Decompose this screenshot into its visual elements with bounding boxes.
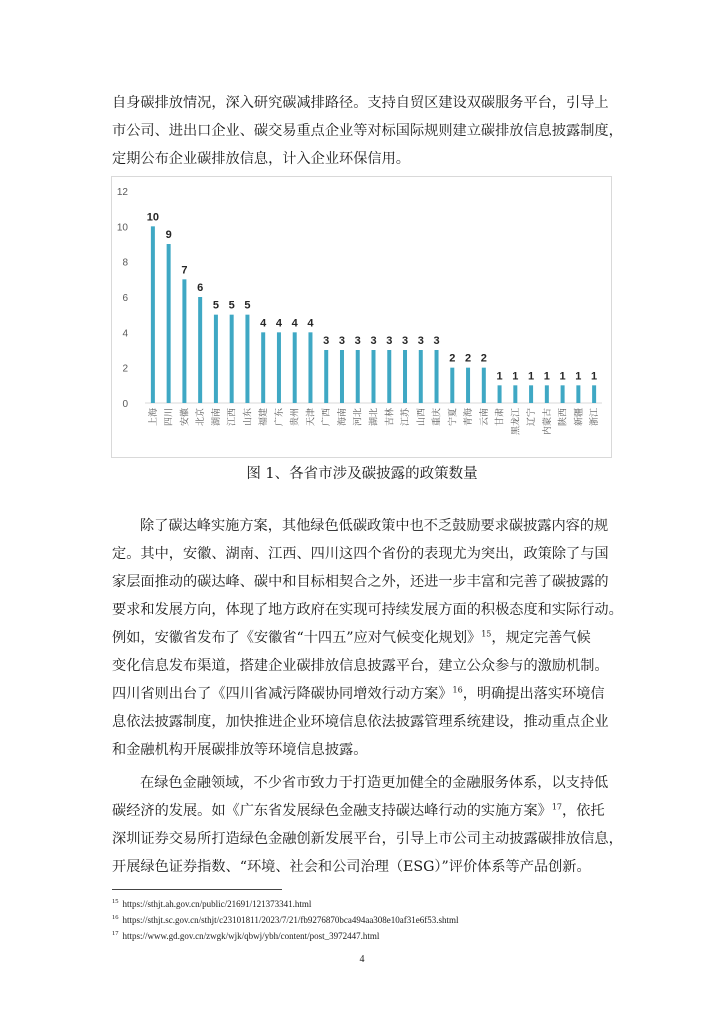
policy-count-chart xyxy=(111,176,612,458)
category-label: 新疆 xyxy=(574,408,585,427)
text-segment: 碳经济的发展。如《广东省发展绿色金融支持碳达峰行动的实施方案》 xyxy=(112,803,552,819)
category-label: 天津 xyxy=(306,408,317,427)
bar xyxy=(277,332,281,403)
data-label: 1 xyxy=(575,370,582,383)
bar xyxy=(592,385,596,403)
footnote-ref[interactable]: 16 xyxy=(452,685,463,695)
data-label: 1 xyxy=(528,370,535,383)
data-label: 6 xyxy=(197,282,204,294)
bar xyxy=(513,385,517,403)
category-label: 河北 xyxy=(353,408,364,427)
bar xyxy=(308,332,312,403)
text-segment: ，依托 xyxy=(562,803,605,819)
y-tick-label: 8 xyxy=(122,257,128,269)
footnote-ref[interactable]: 17 xyxy=(551,802,563,812)
category-label: 宁夏 xyxy=(448,408,459,427)
footnote-item xyxy=(112,895,459,911)
data-label: 10 xyxy=(146,211,160,224)
category-label: 海南 xyxy=(337,408,348,427)
text-line: 深圳证券交易所打造绿色金融创新发展平台，引导上市公司主动披露碳排放信息， xyxy=(112,831,623,847)
footnote-link[interactable]: https://sthjt.ah.gov.cn/public/21691/121373341.html xyxy=(122,899,312,909)
bar xyxy=(450,368,454,403)
footnote-divider xyxy=(112,889,282,890)
category-label: 辽宁 xyxy=(527,408,538,427)
category-label: 湖北 xyxy=(369,408,380,427)
data-label: 3 xyxy=(370,335,377,347)
data-label: 5 xyxy=(212,299,219,312)
y-tick-label: 6 xyxy=(122,293,128,304)
figure-caption: 图 1、各省市涉及碳披露的政策数量 xyxy=(246,466,478,482)
text-line: 在绿色金融领域，不少省市致力于打造更加健全的金融服务体系，以支持低 xyxy=(140,775,609,791)
y-tick-label: 12 xyxy=(116,187,128,198)
bar xyxy=(466,368,470,403)
bar-chart-svg xyxy=(112,177,611,457)
data-label: 7 xyxy=(181,264,188,277)
text-line: 息依法披露制度，加快推进企业环境信息依法披露管理系统建设，推动重点企业 xyxy=(112,714,609,730)
footnote-item xyxy=(112,911,459,927)
bar xyxy=(576,385,580,403)
text-segment: ，明确提出落实环境信 xyxy=(462,686,605,702)
data-label: 3 xyxy=(401,335,409,347)
category-label: 福建 xyxy=(259,408,270,427)
category-label: 江苏 xyxy=(401,408,412,427)
data-label: 1 xyxy=(543,370,550,383)
category-label: 内蒙古 xyxy=(542,408,553,436)
paragraph-green-finance xyxy=(112,769,623,881)
footnote-number: 15 xyxy=(112,898,119,905)
text-line: 要求和发展方向，体现了地方政府在实现可持续发展方面的积极态度和实际行动。 xyxy=(112,602,623,618)
category-label: 重庆 xyxy=(432,408,443,427)
data-label: 2 xyxy=(464,352,472,365)
category-label: 广东 xyxy=(274,408,285,427)
category-label: 云南 xyxy=(479,408,490,427)
data-label: 2 xyxy=(449,352,456,365)
footnote-link[interactable]: https://sthjt.sc.gov.cn/sthjt/c23101811/2023/7/21/fb9276870bca494aa308e10af31e6f53.shtml xyxy=(122,915,459,925)
bar xyxy=(293,332,297,403)
footnote-ref[interactable]: 15 xyxy=(481,629,492,639)
category-label: 陕西 xyxy=(558,408,569,427)
bar xyxy=(372,350,376,403)
data-label: 1 xyxy=(559,370,566,383)
category-label: 贵州 xyxy=(290,408,301,427)
text-line: 变化信息发布渠道，搭建企业碳排放信息披露平台，建立公众参与的激励机制。 xyxy=(112,658,609,674)
page-number: 4 xyxy=(359,954,365,965)
bar xyxy=(182,279,186,403)
category-label: 青海 xyxy=(464,408,475,427)
bar xyxy=(214,315,218,403)
text-line: 市公司、进出口企业、碳交易重点企业等对标国际规则建立碳排放信息披露制度， xyxy=(112,123,623,139)
footnote-link[interactable]: https://www.gd.gov.cn/zwgk/wjk/qbwj/ybh/content/post_3972447.html xyxy=(122,931,380,941)
text-segment: ，规定完善气候 xyxy=(491,630,591,646)
data-label: 9 xyxy=(165,229,172,241)
data-label: 1 xyxy=(496,370,503,383)
footnote-number: 16 xyxy=(112,914,119,921)
data-label: 2 xyxy=(480,352,487,365)
text-line: 家层面推动的碳达峰、碳中和目标相契合之外，还进一步丰富和完善了碳披露的 xyxy=(112,574,609,590)
text-line: 和金融机构开展碳排放等环境信息披露。 xyxy=(112,742,368,758)
text-line: 除了碳达峰实施方案，其他绿色低碳政策中也不乏鼓励要求碳披露内容的规 xyxy=(140,518,609,534)
footnotes xyxy=(112,895,459,943)
text-line xyxy=(112,680,614,708)
bar xyxy=(245,315,249,403)
bar xyxy=(261,332,265,403)
data-label: 1 xyxy=(591,370,598,383)
category-label: 安徽 xyxy=(180,408,191,427)
data-label: 3 xyxy=(354,335,361,347)
data-label: 3 xyxy=(386,335,393,347)
category-label: 山西 xyxy=(416,408,427,427)
category-label: 吉林 xyxy=(385,408,396,427)
data-label: 3 xyxy=(433,335,440,347)
text-segment: 四川省则出台了《四川省减污降碳协同增效行动方案》 xyxy=(112,686,453,702)
text-line xyxy=(112,624,614,652)
bar xyxy=(387,350,391,403)
bar xyxy=(403,350,407,403)
y-tick-label: 0 xyxy=(122,399,128,410)
text-line xyxy=(112,797,614,825)
bar xyxy=(198,297,202,403)
data-label: 3 xyxy=(338,335,346,347)
category-label: 甘肃 xyxy=(495,408,506,427)
text-line: 定。其中，安徽、湖南、江西、四川这四个省份的表现尤为突出，政策除了与国 xyxy=(112,546,609,562)
data-label: 4 xyxy=(291,317,298,330)
paragraph-provincial-policies xyxy=(112,512,623,764)
data-label: 4 xyxy=(275,317,283,330)
data-label: 5 xyxy=(244,299,251,312)
data-label: 4 xyxy=(260,317,267,330)
data-label: 1 xyxy=(512,370,519,383)
text-segment: 例如，安徽省发布了《安徽省“十四五”应对气候变化规划》 xyxy=(112,630,482,646)
category-label: 山东 xyxy=(243,408,254,427)
data-label: 5 xyxy=(228,299,235,312)
category-label: 湖南 xyxy=(211,408,222,427)
category-label: 上海 xyxy=(148,408,159,427)
bar xyxy=(545,385,549,403)
y-tick-label: 10 xyxy=(116,222,128,234)
text-line: 开展绿色证券指数、“环境、社会和公司治理（ESG）”评价体系等产品创新。 xyxy=(112,859,591,875)
bar xyxy=(356,350,360,403)
bar xyxy=(561,385,565,403)
category-label: 四川 xyxy=(164,408,175,427)
y-tick-label: 2 xyxy=(122,363,128,375)
bar xyxy=(498,385,502,403)
data-label: 4 xyxy=(307,317,314,330)
category-label: 黑龙江 xyxy=(511,408,522,436)
bar xyxy=(529,385,533,403)
bar xyxy=(151,226,155,403)
bar xyxy=(482,368,486,403)
bar xyxy=(324,350,328,403)
bar xyxy=(435,350,439,403)
y-tick-label: 4 xyxy=(122,328,128,340)
data-label: 3 xyxy=(323,335,330,347)
bar xyxy=(419,350,423,403)
text-line: 定期公布企业碳排放信息，计入企业环保信用。 xyxy=(112,151,410,167)
bar xyxy=(230,315,234,403)
category-label: 北京 xyxy=(196,408,207,427)
paragraph-intro xyxy=(112,89,623,173)
category-label: 浙江 xyxy=(590,408,601,427)
bar xyxy=(340,350,344,403)
footnote-item xyxy=(112,927,459,943)
data-label: 3 xyxy=(417,335,424,347)
text-line: 自身碳排放情况，深入研究碳减排路径。支持自贸区建设双碳服务平台，引导上 xyxy=(112,95,609,111)
category-label: 江西 xyxy=(227,408,238,427)
footnote-number: 17 xyxy=(112,930,119,937)
bar xyxy=(167,244,171,403)
category-label: 广西 xyxy=(322,408,333,427)
